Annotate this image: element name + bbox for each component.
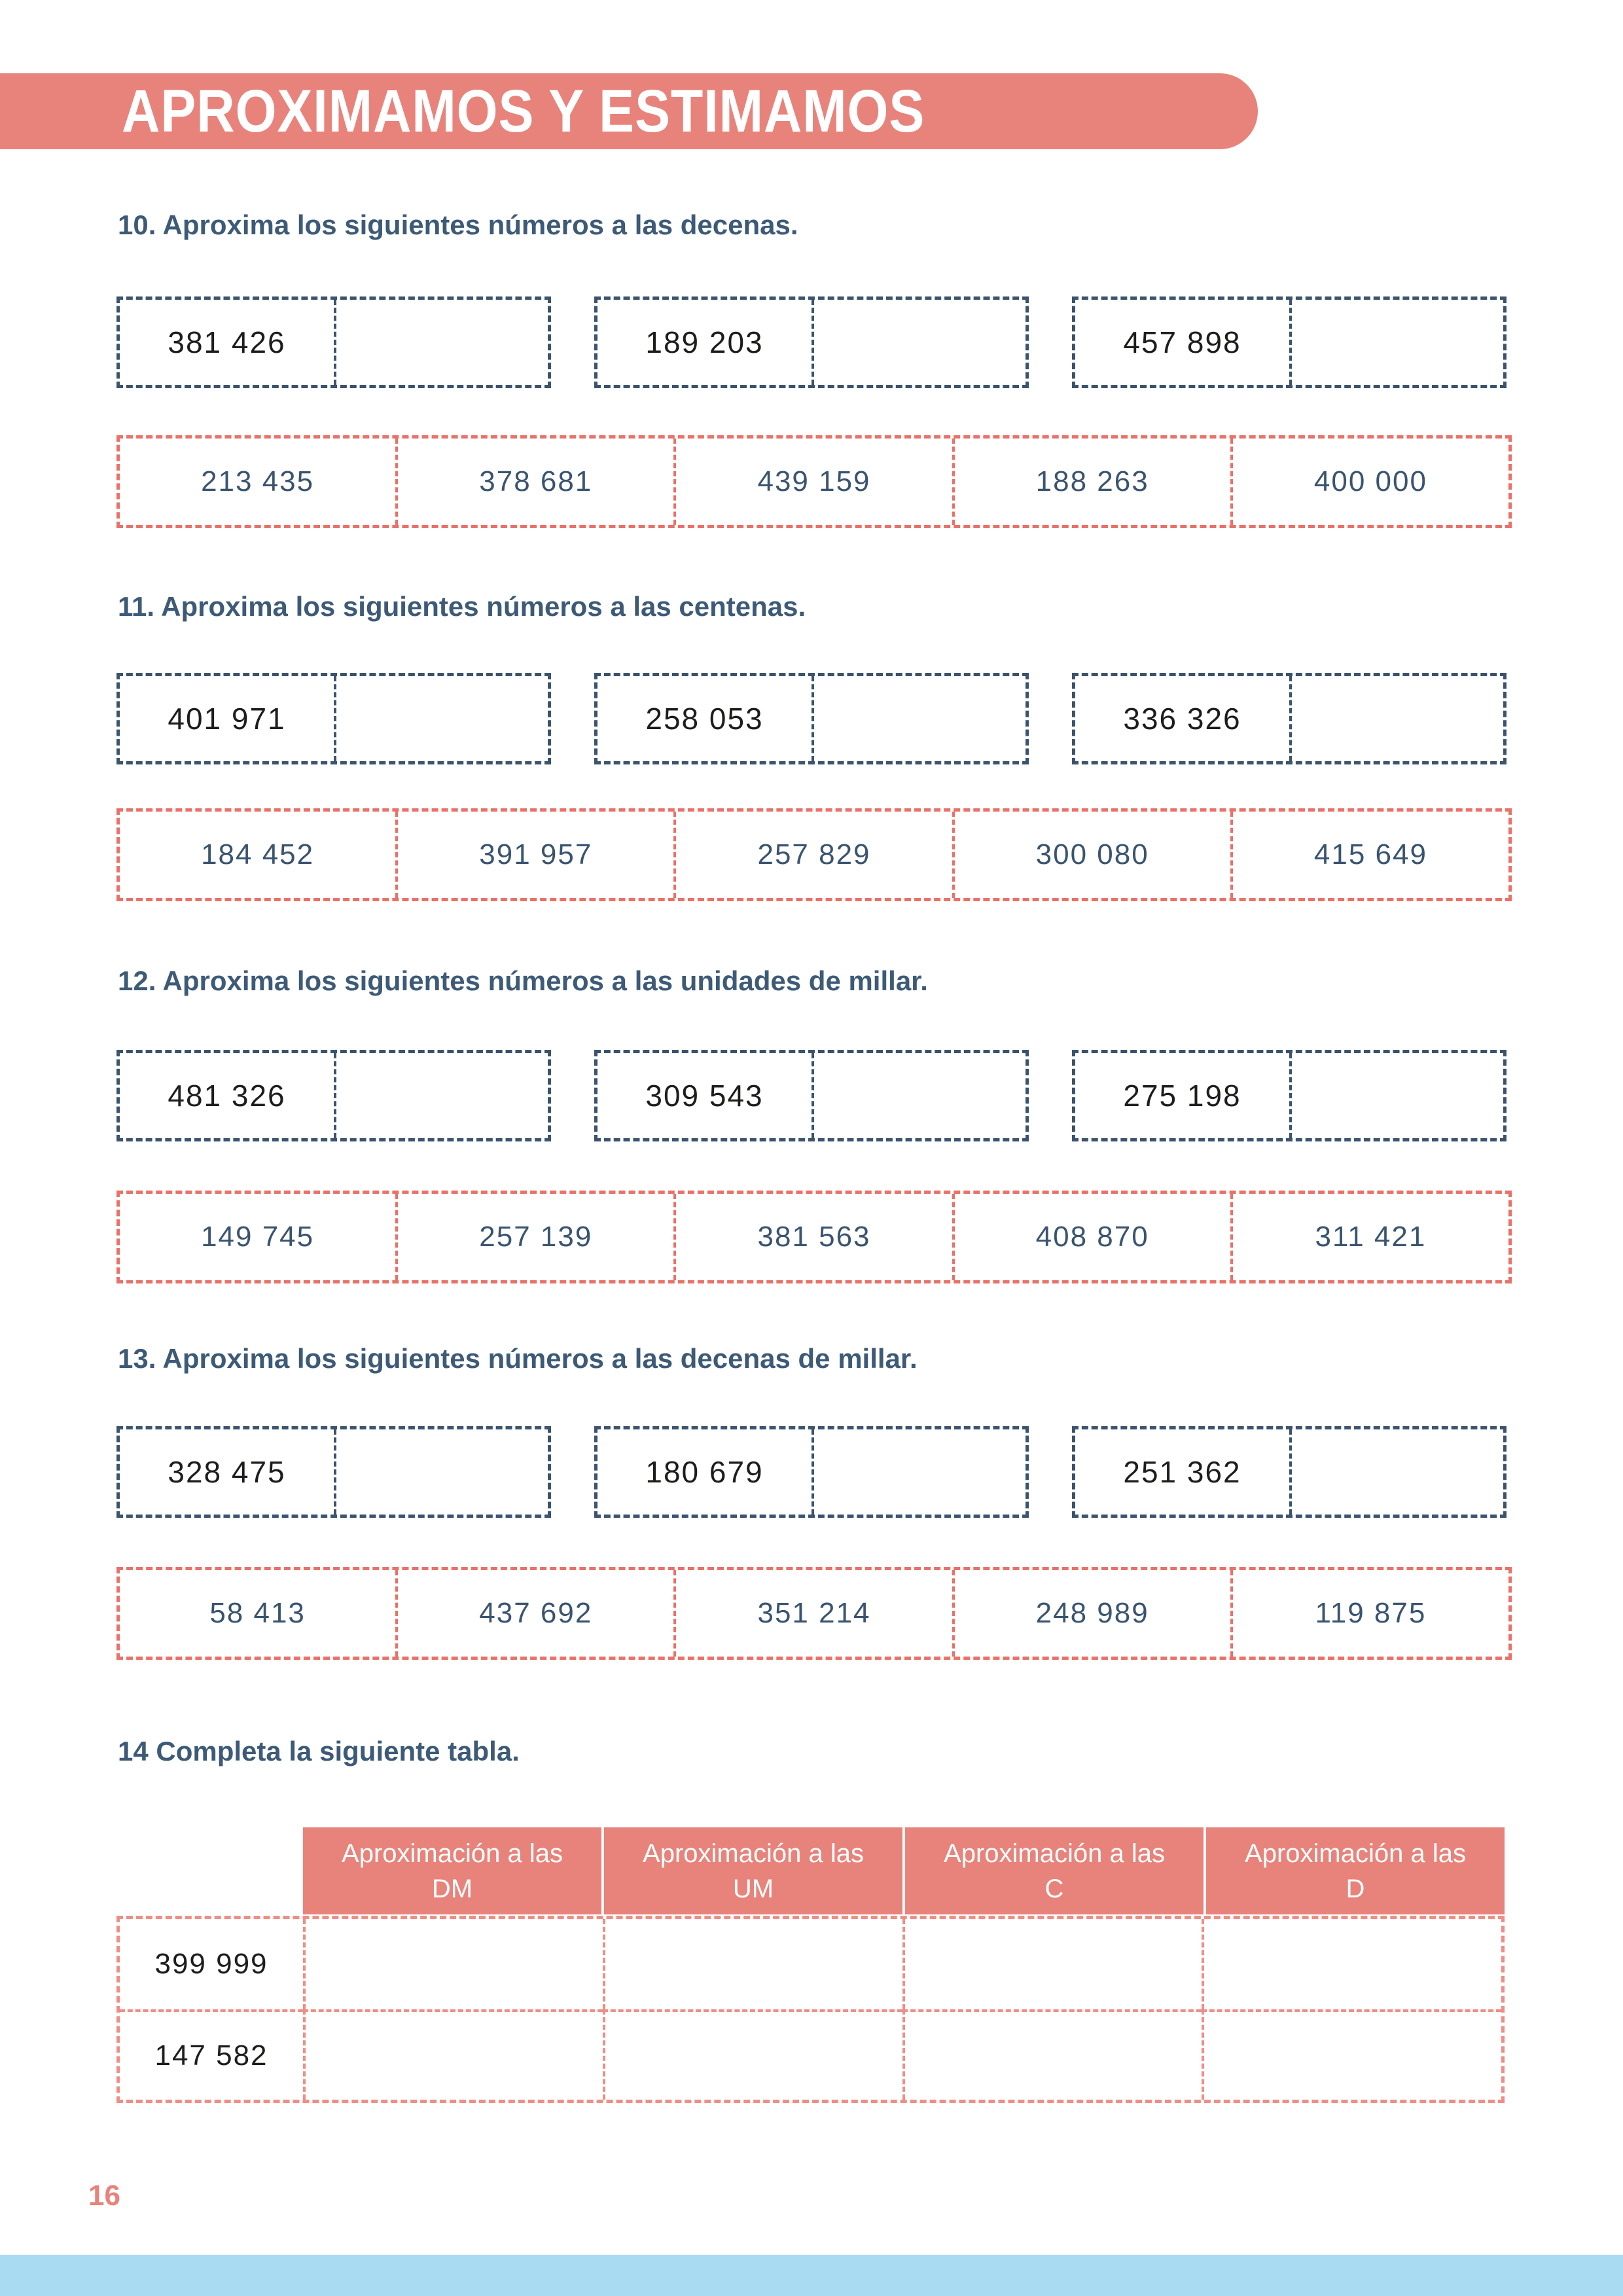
table-answer-cell[interactable]: [603, 2009, 902, 2100]
number-box: [1072, 673, 1507, 764]
number-label: 309 543: [597, 1053, 814, 1138]
answer-option: 437 692: [395, 1570, 673, 1657]
number-label: 481 326: [120, 1053, 336, 1138]
page-title: APROXIMAMOS Y ESTIMAMOS: [122, 77, 925, 145]
header-line1: Aproximación a las: [342, 1839, 563, 1868]
answer-option: 188 263: [952, 439, 1230, 525]
answer-option: 257 139: [395, 1194, 673, 1280]
exercise-10-box-row: [116, 296, 1507, 388]
number-label: 336 326: [1075, 676, 1292, 761]
table-row-label: 399 999: [154, 1948, 268, 1980]
answer-cell[interactable]: [814, 300, 1026, 385]
page-number: 16: [88, 2179, 120, 2212]
exercise-13-title: 13. Aproxima los siguientes números a las decenas de millar.: [118, 1343, 918, 1374]
number-label: 275 198: [1075, 1053, 1292, 1138]
number-box: [116, 296, 551, 388]
table-answer-cell[interactable]: [603, 1919, 902, 2009]
table-answer-cell[interactable]: [303, 2009, 603, 2100]
answer-option: 351 214: [673, 1570, 952, 1657]
footer-bar: [0, 2255, 1623, 2296]
header-line1: Aproximación a las: [1245, 1839, 1466, 1868]
answer-cell[interactable]: [814, 1053, 1026, 1138]
number-box: [116, 673, 551, 764]
header-line1: Aproximación a las: [643, 1839, 864, 1868]
header-line2: D: [1346, 1874, 1365, 1903]
answer-cell[interactable]: [1292, 1429, 1503, 1515]
answer-cell[interactable]: [1292, 300, 1503, 385]
number-box: [1072, 296, 1507, 388]
number-label: 381 426: [120, 300, 336, 385]
number-box: [1072, 1426, 1507, 1518]
number-box: [594, 296, 1029, 388]
header-line2: UM: [732, 1874, 774, 1903]
number-label: 328 475: [120, 1429, 336, 1515]
answer-option: 391 957: [395, 812, 673, 898]
table-row-label: 147 582: [120, 2009, 303, 2100]
answer-option: 300 080: [952, 812, 1230, 898]
answer-cell[interactable]: [336, 1429, 548, 1515]
answer-cell[interactable]: [1292, 1053, 1503, 1138]
exercise-12-box-row: [116, 1050, 1507, 1141]
table-answer-cell[interactable]: [1202, 2009, 1501, 2100]
exercise-12-title: 12. Aproxima los siguientes números a las unidades de millar.: [118, 965, 928, 996]
header-line2: DM: [431, 1874, 473, 1903]
table-answer-cell[interactable]: [902, 2009, 1202, 2100]
number-box: [116, 1426, 551, 1518]
number-box: [594, 1050, 1029, 1141]
answer-cell[interactable]: [814, 676, 1026, 761]
exercise-13-answer-bank: [116, 1567, 1512, 1660]
title-banner: [0, 73, 1258, 149]
table-answer-cell[interactable]: [902, 1919, 1202, 2009]
table-answer-cell[interactable]: [1202, 1919, 1501, 2009]
exercise-11-answer-bank: [116, 808, 1512, 901]
exercise-11-box-row: [116, 673, 1507, 764]
number-label: 457 898: [1075, 300, 1292, 385]
table-header-um: [601, 1827, 902, 1914]
number-label: 189 203: [597, 300, 814, 385]
answer-option: 58 413: [209, 1597, 306, 1629]
answer-option: 184 452: [201, 838, 315, 870]
header-line2: C: [1044, 1874, 1064, 1903]
number-box: [1072, 1050, 1507, 1141]
answer-option: 439 159: [673, 439, 952, 525]
exercise-10-title: 10. Aproxima los siguientes números a las decenas.: [118, 209, 798, 240]
number-label: 258 053: [597, 676, 814, 761]
header-line1: Aproximación a las: [944, 1839, 1165, 1868]
answer-option: 213 435: [201, 465, 315, 497]
approximation-table: [116, 1827, 1505, 2103]
exercise-10-answer-bank: [116, 435, 1512, 528]
answer-option: 248 989: [952, 1570, 1230, 1657]
number-box: [594, 673, 1029, 764]
answer-cell[interactable]: [814, 1429, 1026, 1515]
answer-option: 400 000: [1230, 439, 1508, 525]
table-answer-cell[interactable]: [303, 1919, 603, 2009]
table-header-dm: [303, 1827, 601, 1914]
answer-cell[interactable]: [336, 676, 548, 761]
number-box: [116, 1050, 551, 1141]
exercise-12-answer-bank: [116, 1191, 1512, 1283]
answer-cell[interactable]: [336, 300, 548, 385]
exercise-13-box-row: [116, 1426, 1507, 1518]
answer-option: 381 563: [673, 1194, 952, 1280]
number-box: [594, 1426, 1029, 1518]
number-label: 251 362: [1075, 1429, 1292, 1515]
answer-option: 408 870: [952, 1194, 1230, 1280]
answer-option: 415 649: [1230, 812, 1508, 898]
table-header-row: [303, 1827, 1505, 1914]
number-label: 180 679: [597, 1429, 814, 1515]
table-header-c: [902, 1827, 1204, 1914]
number-label: 401 971: [120, 676, 336, 761]
answer-option: 311 421: [1230, 1194, 1508, 1280]
exercise-11-title: 11. Aproxima los siguientes números a las centenas.: [118, 591, 806, 622]
answer-option: 119 875: [1230, 1570, 1508, 1657]
answer-cell[interactable]: [336, 1053, 548, 1138]
answer-option: 149 745: [201, 1221, 315, 1253]
answer-option: 257 829: [673, 812, 952, 898]
table-body: [116, 1916, 1505, 2103]
answer-option: 378 681: [395, 439, 673, 525]
answer-cell[interactable]: [1292, 676, 1503, 761]
table-header-d: [1204, 1827, 1505, 1914]
exercise-14-title: 14 Completa la siguiente tabla.: [118, 1736, 520, 1767]
